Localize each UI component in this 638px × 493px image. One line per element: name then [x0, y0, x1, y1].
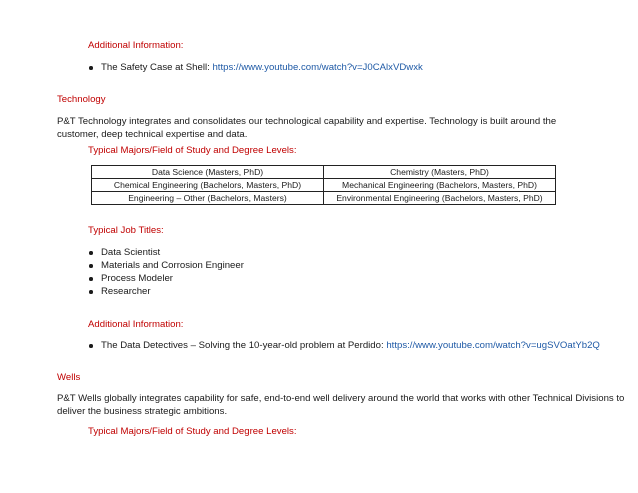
bullet-icon — [89, 264, 93, 268]
majors-heading: Typical Majors/Field of Study and Degree Levels: — [88, 426, 297, 437]
list-item — [101, 61, 423, 74]
bullet-icon — [89, 251, 93, 255]
list-item-text: The Safety Case at Shell: — [101, 62, 213, 73]
table-cell: Mechanical Engineering (Bachelors, Masters, PhD) — [324, 179, 556, 192]
bullet-icon — [89, 277, 93, 281]
table-cell: Chemical Engineering (Bachelors, Masters, PhD) — [92, 179, 324, 192]
majors-table — [91, 165, 556, 205]
technology-paragraph-line: P&T Technology integrates and consolidates our technological capability and expertise. Technology is built around the — [57, 116, 557, 127]
bullet-icon — [89, 290, 93, 294]
table-cell: Chemistry (Masters, PhD) — [324, 166, 556, 179]
job-titles-heading: Typical Job Titles: — [88, 225, 164, 236]
list-item — [101, 339, 600, 352]
list-item-text: The Data Detectives – Solving the 10-year-old problem at Perdido: — [101, 340, 387, 351]
list-item: Materials and Corrosion Engineer — [101, 260, 244, 271]
list-item: Process Modeler — [101, 273, 173, 284]
table-cell: Data Science (Masters, PhD) — [92, 166, 324, 179]
bullet-icon — [89, 66, 93, 70]
additional-info-heading: Additional Information: — [88, 319, 184, 330]
section-heading-wells: Wells — [57, 372, 81, 383]
wells-paragraph-line: deliver the business strategic ambitions. — [57, 406, 228, 417]
youtube-link[interactable]: https://www.youtube.com/watch?v=ugSVOatYb2Q — [386, 340, 600, 351]
list-item: Data Scientist — [101, 247, 161, 258]
table-row — [92, 166, 556, 179]
table-cell: Environmental Engineering (Bachelors, Masters, PhD) — [324, 192, 556, 205]
table-cell: Engineering – Other (Bachelors, Masters) — [92, 192, 324, 205]
wells-paragraph-line: P&T Wells globally integrates capability for safe, end-to-end well delivery around the world that works with other Technical Divisions to — [57, 393, 625, 404]
bullet-icon — [89, 344, 93, 348]
table-row — [92, 192, 556, 205]
technology-paragraph-line: customer, deep technical expertise and data. — [57, 129, 248, 140]
additional-info-heading: Additional Information: — [88, 40, 184, 51]
youtube-link[interactable]: https://www.youtube.com/watch?v=J0CAlxVDwxk — [212, 62, 423, 73]
table-row — [92, 179, 556, 192]
majors-heading: Typical Majors/Field of Study and Degree Levels: — [88, 145, 297, 156]
section-heading-technology: Technology — [57, 94, 106, 105]
list-item: Researcher — [101, 286, 151, 297]
